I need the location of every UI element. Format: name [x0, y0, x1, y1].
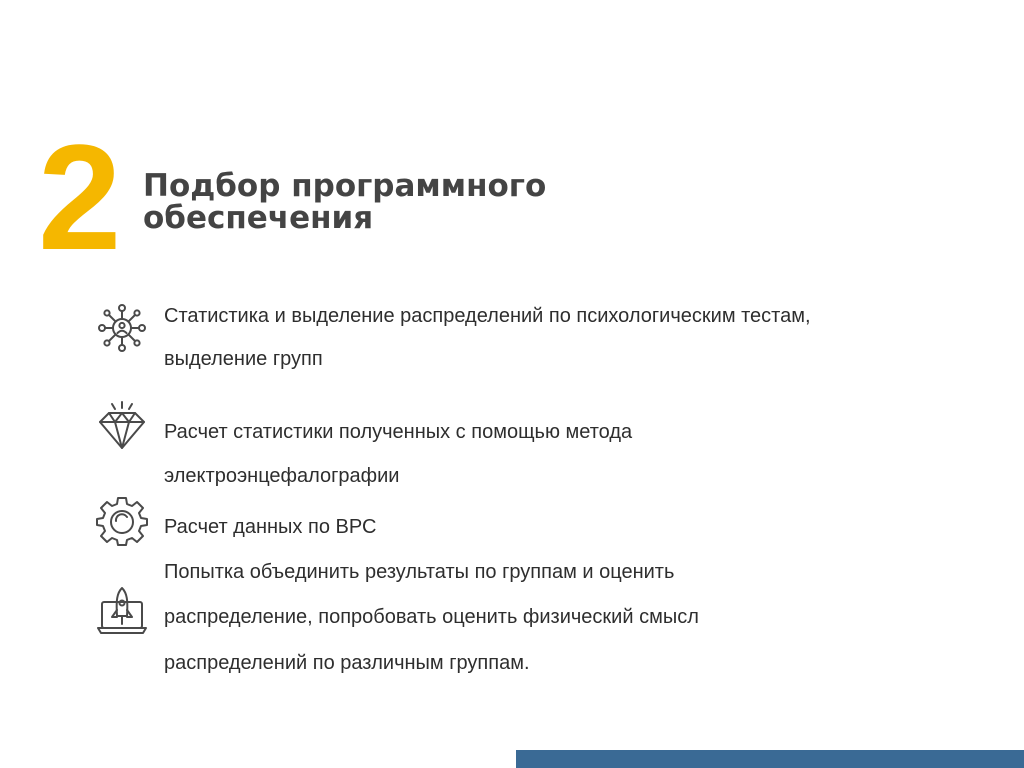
- slide-title-line-1: Подбор программного: [143, 168, 547, 204]
- text-line-5: Расчет данных по ВРС: [164, 516, 377, 538]
- network-people-icon: [96, 302, 148, 354]
- text-line-8: распределений по различным группам.: [164, 652, 530, 674]
- slide-title: [143, 170, 546, 234]
- text-line-4: электроэнцефалографии: [164, 465, 400, 487]
- text-line-2: выделение групп: [164, 348, 323, 370]
- text-line-6: Попытка объединить результаты по группам и оценить: [164, 561, 675, 583]
- text-line-3: Расчет статистики полученных с помощью метода: [164, 421, 633, 443]
- text-line-7: распределение, попробовать оценить физический смысл: [164, 606, 699, 628]
- gear-icon: [96, 494, 148, 546]
- text-line-1: Статистика и выделение распределений по психологическим тестам,: [164, 305, 811, 327]
- slide-number: 2: [38, 113, 118, 281]
- laptop-rocket-icon: [96, 584, 148, 636]
- footer-bar: [516, 750, 1024, 768]
- slide-title-line-2: обеспечения: [143, 200, 374, 236]
- diamond-icon: [96, 400, 148, 452]
